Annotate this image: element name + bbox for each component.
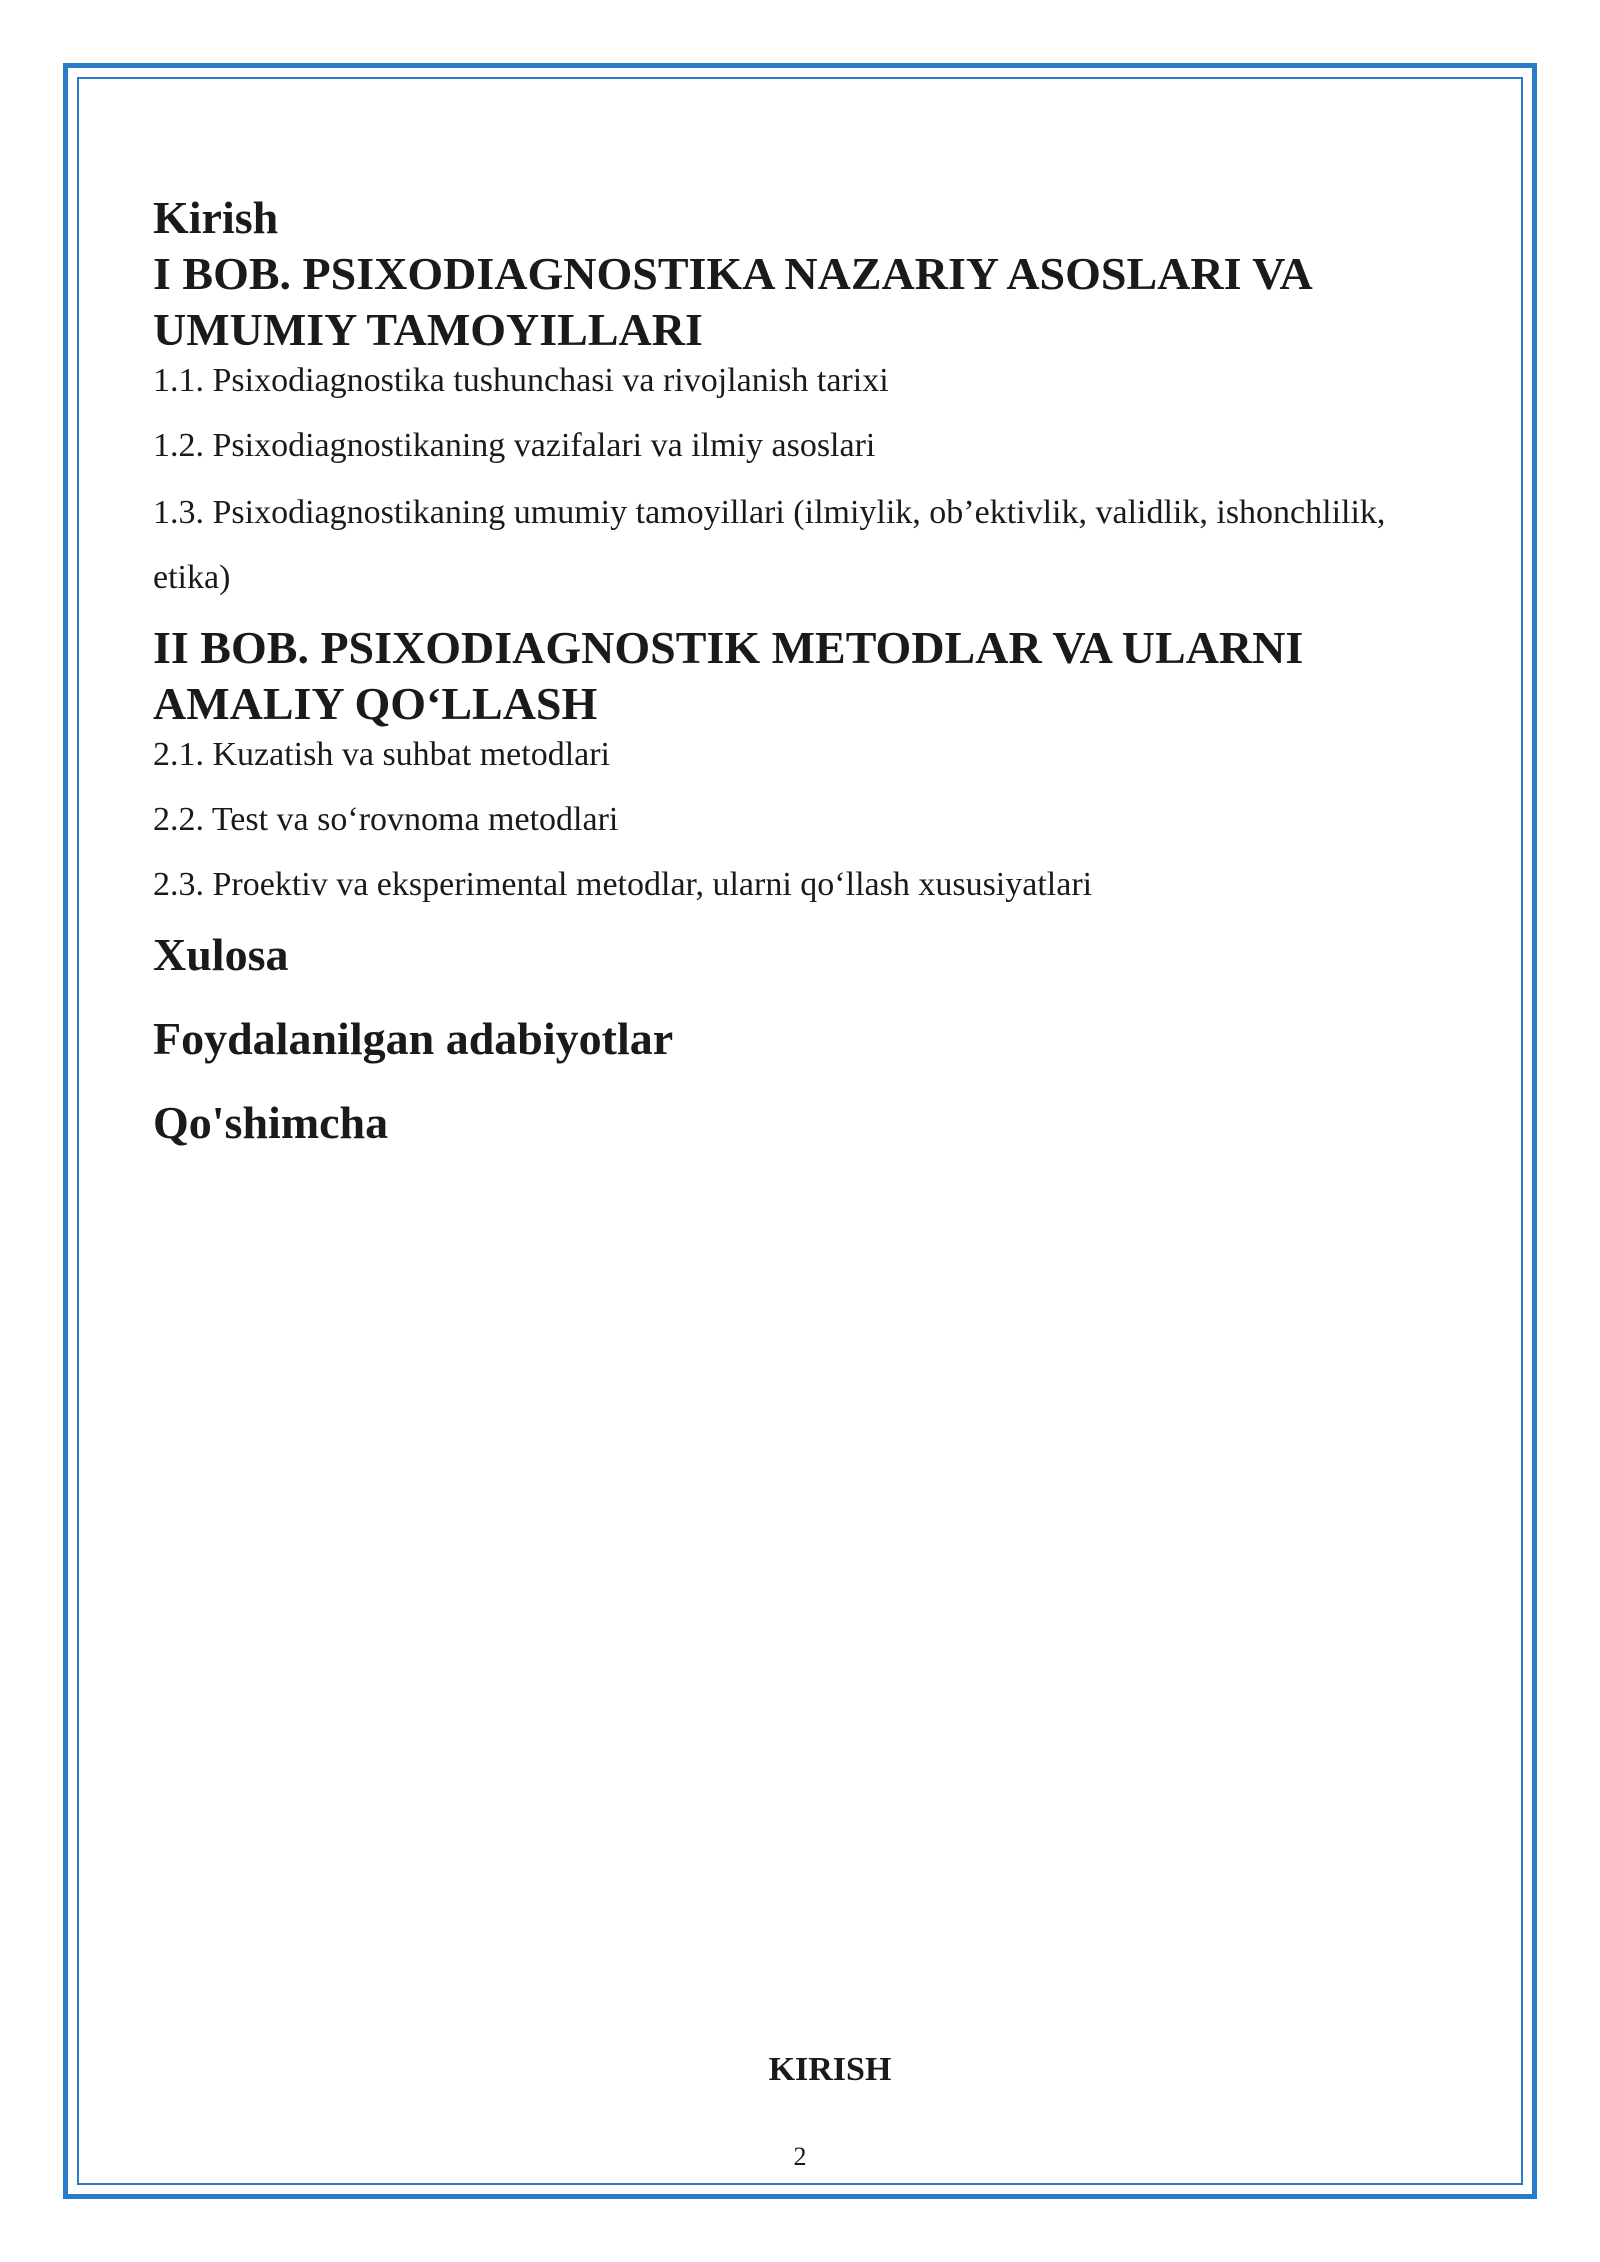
toc-item-2-3: 2.3. Proektiv va eksperimental metodlar, ularni qo‘llash xususiyatlari (153, 866, 1093, 903)
toc-appendix: Qo'shimcha (153, 1097, 389, 1148)
toc-references: Foydalanilgan adabiyotlar (153, 1013, 674, 1064)
toc-chapter1-title: I BOB. PSIXODIAGNOSTIKA NAZARIY ASOSLARI VA UMUMIY TAMOYILLARI (153, 248, 1311, 355)
toc-item-1-1: 1.1. Psixodiagnostika tushunchasi va rivojlanish tarixi (153, 362, 889, 399)
table-of-contents (153, 190, 1443, 1179)
toc-item-2-2: 2.2. Test va so‘rovnoma metodlari (153, 801, 619, 838)
toc-item-1-3: 1.3. Psixodiagnostikaning umumiy tamoyillari (ilmiylik, ob’ektivlik, validlik, ishonchlilik, etika) (153, 494, 1386, 596)
page-number: 2 (793, 2142, 807, 2171)
toc-item-2-1: 2.1. Kuzatish va suhbat metodlari (153, 736, 611, 773)
toc-chapter2-title: II BOB. PSIXODIAGNOSTIK METODLAR VA ULARNI AMALIY QO‘LLASH (153, 622, 1304, 729)
toc-item-1-2: 1.2. Psixodiagnostikaning vazifalari va ilmiy asoslari (153, 427, 876, 464)
section-heading: KIRISH (768, 2051, 892, 2088)
toc-conclusion: Xulosa (153, 929, 289, 980)
toc-intro: Kirish (153, 192, 279, 243)
